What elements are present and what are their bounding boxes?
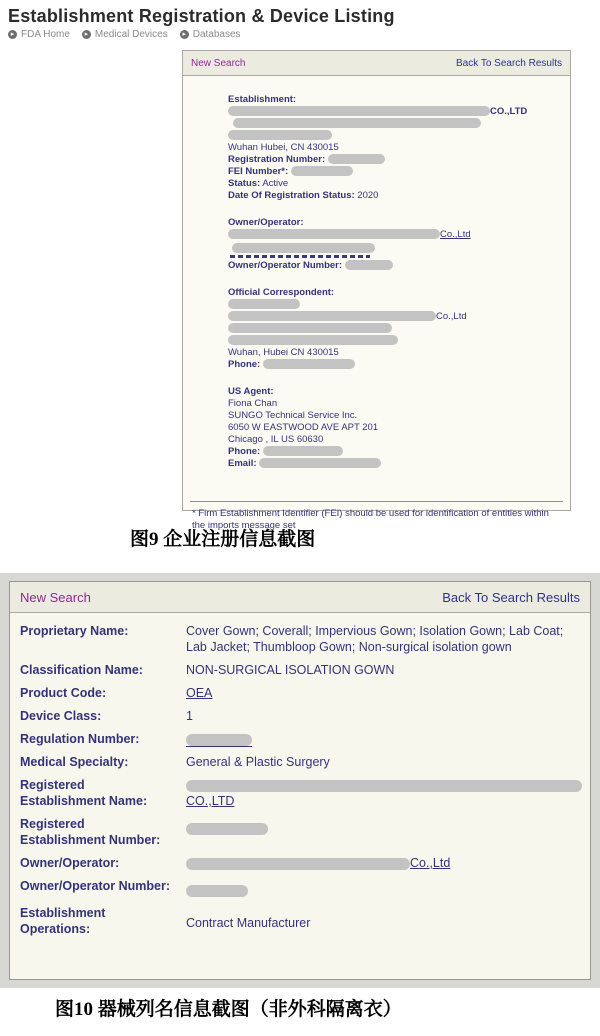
row-label: Registered Establishment Name: (20, 778, 148, 808)
registered-establishment-number-row (20, 816, 580, 848)
establishment-operations-row (20, 905, 580, 937)
proprietary-name-value: Cover Gown; Coverall; Impervious Gown; Isolation Gown; Lab Coat; Lab Jacket; Thumbloop Gown; Non-surgical isolation gown (186, 624, 564, 654)
registered-establishment-name-row (20, 777, 580, 809)
redacted-fei-number (291, 166, 353, 176)
row-label: Medical Specialty: (20, 755, 129, 769)
partially-redacted-city-line (230, 255, 370, 258)
owner-operator-name-link[interactable]: Co.,Ltd (440, 229, 471, 240)
row-label: Device Class: (20, 709, 102, 723)
redacted-correspondent-company (228, 311, 436, 321)
row-label: Classification Name: (20, 663, 143, 677)
status-value: Active (262, 178, 289, 189)
redacted-owner-operator-name (186, 858, 410, 870)
product-code-link[interactable]: OEA (186, 686, 213, 700)
regulation-number-row (20, 731, 580, 747)
owner-operator-label: Owner/Operator: (228, 217, 304, 228)
owner-operator-number-label: Owner/Operator Number: (228, 260, 343, 271)
registered-establishment-name-link[interactable]: CO.,LTD (186, 794, 235, 808)
redacted-establishment-name (186, 780, 582, 792)
us-agent-street: 6050 W EASTWOOD AVE APT 201 (228, 422, 379, 433)
redacted-registration-number (328, 154, 385, 164)
row-label: Regulation Number: (20, 732, 140, 746)
redacted-owner-operator-number (186, 885, 248, 897)
redacted-phone (263, 359, 355, 369)
figure9-caption: 图9 企业注册信息截图 (130, 529, 316, 550)
device-class-row (20, 708, 580, 724)
classification-name-value: NON-SURGICAL ISOLATION GOWN (186, 663, 395, 677)
us-agent-email-label: Email: (228, 458, 257, 469)
breadcrumb-label[interactable]: Databases (192, 29, 241, 40)
redacted-email (259, 458, 381, 468)
back-to-search-results-link[interactable]: Back To Search Results (442, 589, 580, 605)
establishment-section (228, 94, 552, 202)
breadcrumb-arrow-icon: ▸ (8, 30, 17, 39)
owner-operator-link[interactable]: Co.,Ltd (410, 856, 451, 870)
owner-operator-row (20, 855, 580, 871)
official-correspondent-section (228, 287, 552, 371)
registration-panel-header (183, 51, 570, 76)
page-title: Establishment Registration & Device Listing (8, 6, 395, 26)
new-search-link[interactable]: New Search (20, 589, 91, 605)
correspondent-company-suffix: Co.,Ltd (436, 311, 467, 322)
breadcrumb-item-databases[interactable] (180, 29, 241, 40)
redacted-address-line (228, 130, 332, 140)
redacted-regulation-number (186, 734, 252, 746)
breadcrumb-item-fda-home[interactable] (8, 29, 70, 40)
redacted-owner-operator-address (232, 243, 375, 253)
row-label: Owner/Operator: (20, 856, 120, 870)
redacted-owner-operator-name (228, 229, 440, 239)
row-label: Product Code: (20, 686, 107, 700)
us-agent-name: Fiona Chan (228, 398, 278, 409)
fei-footnote: * Firm Establishment Identifier (FEI) should be used for identification of entities within the imports message set (192, 508, 549, 531)
registration-number-label: Registration Number: (228, 154, 326, 165)
breadcrumb-arrow-icon: ▸ (180, 30, 189, 39)
establishment-name-suffix: CO.,LTD (490, 106, 528, 117)
redacted-owner-operator-number (345, 260, 393, 270)
classification-name-row (20, 662, 580, 678)
redacted-phone (263, 446, 343, 456)
breadcrumb-item-medical-devices[interactable] (82, 29, 168, 40)
medical-specialty-value: General & Plastic Surgery (186, 755, 330, 769)
row-label: Owner/Operator Number: (20, 879, 171, 893)
row-label: Establishment Operations: (20, 906, 106, 936)
us-agent-label: US Agent: (228, 386, 274, 397)
device-listing-panel-header (10, 582, 590, 613)
figure10-caption: 图10 器械列名信息截图（非外科隔离衣） (55, 999, 402, 1020)
breadcrumb-arrow-icon: ▸ (82, 30, 91, 39)
us-agent-section (228, 386, 552, 470)
status-label: Status: (228, 178, 261, 189)
new-search-link[interactable]: New Search (191, 57, 246, 69)
date-of-registration-status-value: 2020 (357, 190, 379, 201)
establishment-operations-value: Contract Manufacturer (186, 916, 311, 930)
device-class-value: 1 (186, 709, 193, 723)
owner-operator-number-row (20, 878, 580, 898)
redacted-address-line (228, 323, 392, 333)
redacted-correspondent-name (228, 299, 300, 309)
proprietary-name-row (20, 623, 580, 655)
establishment-label: Establishment: (228, 94, 297, 105)
date-of-registration-status-label: Date Of Registration Status: (228, 190, 355, 201)
us-agent-phone-label: Phone: (228, 446, 261, 457)
back-to-search-results-link[interactable]: Back To Search Results (456, 57, 562, 69)
correspondent-phone-label: Phone: (228, 359, 261, 370)
row-label: Registered Establishment Number: (20, 817, 161, 847)
device-listing-screenshot-background (0, 573, 600, 988)
device-listing-panel (9, 581, 591, 980)
owner-operator-section (228, 217, 552, 272)
medical-specialty-row (20, 754, 580, 770)
redacted-address-line (228, 335, 398, 345)
redacted-address-line (233, 118, 481, 128)
product-code-row (20, 685, 580, 701)
breadcrumb-label[interactable]: FDA Home (21, 29, 70, 40)
breadcrumb (8, 29, 247, 40)
row-label: Proprietary Name: (20, 624, 129, 638)
us-agent-city-line: Chicago , IL US 60630 (228, 434, 324, 445)
registration-panel (182, 50, 571, 531)
breadcrumb-label[interactable]: Medical Devices (94, 29, 168, 40)
official-correspondent-label: Official Correspondent: (228, 287, 335, 298)
establishment-city-line: Wuhan Hubei, CN 430015 (228, 142, 339, 153)
us-agent-company: SUNGO Technical Service Inc. (228, 410, 358, 421)
correspondent-city-line: Wuhan, Hubei CN 430015 (228, 347, 339, 358)
redacted-establishment-name (228, 106, 490, 116)
redacted-establishment-number (186, 823, 268, 835)
redacted-regulation-number-link[interactable] (186, 734, 252, 747)
fei-number-label: FEI Number*: (228, 166, 289, 177)
